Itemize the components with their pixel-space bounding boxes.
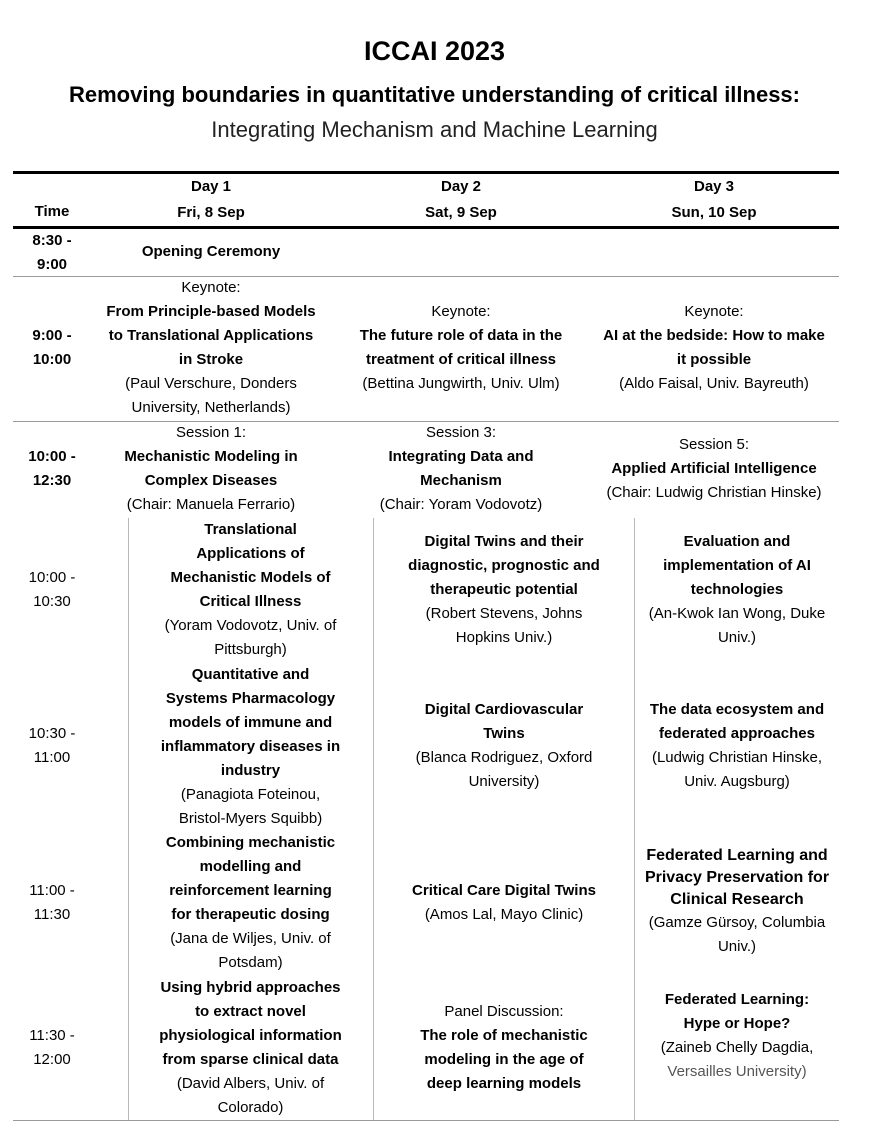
talk-title-line: Mechanistic Models of bbox=[170, 569, 331, 586]
slot-time-start: 10:00 - bbox=[28, 569, 76, 586]
slot4-day3 bbox=[635, 988, 839, 1084]
keynote-label: Keynote: bbox=[181, 279, 241, 296]
session-label: Session 1: bbox=[175, 424, 247, 441]
talk-title-line: Evaluation and bbox=[683, 533, 791, 550]
header-time-label: Time bbox=[34, 203, 70, 220]
keynote-title-line: in Stroke bbox=[178, 351, 244, 368]
session-chair: (Chair: Yoram Vodovotz) bbox=[379, 496, 543, 513]
talk-title-line: Critical Care Digital Twins bbox=[412, 882, 596, 899]
opening-time-end: 9:00 bbox=[36, 256, 68, 273]
talk-title-line: therapeutic potential bbox=[430, 581, 578, 598]
keynote-day1 bbox=[95, 276, 327, 420]
header-day1-date: Fri, 8 Sep bbox=[177, 204, 245, 221]
talk-title-line: Translational bbox=[204, 521, 297, 538]
keynote-title-line: to Translational Applications bbox=[108, 327, 314, 344]
conference-tagline: Integrating Mechanism and Machine Learning bbox=[211, 117, 658, 142]
slot4-time bbox=[13, 1024, 91, 1072]
talk-speaker: (Zaineb Chelly Dagdia, bbox=[660, 1039, 814, 1056]
talk-title-line: Digital Cardiovascular bbox=[424, 701, 584, 718]
talk-speaker: Hopkins Univ.) bbox=[455, 629, 553, 646]
talk-title-line: diagnostic, prognostic and bbox=[408, 557, 600, 574]
talk-title-line: Hype or Hope? bbox=[683, 1015, 791, 1032]
talk-title-line: reinforcement learning bbox=[169, 882, 332, 899]
session-label: Session 5: bbox=[678, 436, 750, 453]
slot1-time bbox=[13, 566, 91, 614]
conference-title: ICCAI 2023 bbox=[363, 36, 506, 66]
keynote-label: Keynote: bbox=[684, 303, 744, 320]
header-time bbox=[13, 200, 91, 224]
slot2-day2 bbox=[374, 698, 634, 794]
session-day3 bbox=[588, 433, 840, 505]
slot3-day1 bbox=[128, 831, 373, 975]
talk-title-line: for therapeutic dosing bbox=[171, 906, 330, 923]
talk-speaker: (Yoram Vodovotz, Univ. of bbox=[164, 617, 337, 634]
talk-title-line: models of immune and bbox=[168, 714, 333, 731]
keynote-title-line: AI at the bedside: How to make bbox=[603, 327, 825, 344]
slot-time-end: 11:30 bbox=[33, 906, 71, 923]
header-bottom-rule bbox=[13, 226, 839, 229]
talk-title-line: Twins bbox=[483, 725, 525, 742]
talk-speaker: (An-Kwok Ian Wong, Duke bbox=[648, 605, 826, 622]
talk-speaker: (Panagiota Foteinou, bbox=[180, 786, 321, 803]
slot2-day3 bbox=[635, 698, 839, 794]
keynote-day3 bbox=[588, 300, 840, 396]
talk-speaker: Potsdam) bbox=[218, 954, 283, 971]
session-day2 bbox=[350, 421, 572, 517]
talk-speaker: Colorado) bbox=[217, 1099, 284, 1116]
slot1-day1 bbox=[128, 518, 373, 662]
talk-title-line: technologies bbox=[690, 581, 784, 598]
session-day1 bbox=[100, 421, 322, 517]
session-label: Session 3: bbox=[425, 424, 497, 441]
talk-title-line: Using hybrid approaches bbox=[160, 979, 341, 996]
slot2-time bbox=[13, 722, 91, 770]
keynote-time-end: 10:00 bbox=[32, 351, 72, 368]
header-day1 bbox=[100, 175, 322, 225]
keynote-title-line: The future role of data in the bbox=[359, 327, 563, 344]
session-time-start: 10:00 - bbox=[28, 448, 76, 465]
session-time bbox=[13, 445, 91, 493]
session-title-line: Applied Artificial Intelligence bbox=[611, 460, 817, 477]
session-chair: (Chair: Ludwig Christian Hinske) bbox=[606, 484, 822, 501]
talk-speaker: (Robert Stevens, Johns bbox=[425, 605, 583, 622]
opening-time-start: 8:30 - bbox=[32, 232, 72, 249]
talk-title-line: Quantitative and bbox=[191, 666, 310, 683]
conference-subtitle: Removing boundaries in quantitative understanding of critical illness: bbox=[69, 82, 800, 107]
header-day3-date: Sun, 10 Sep bbox=[671, 204, 757, 221]
keynote-label: Keynote: bbox=[431, 303, 491, 320]
slot-time-start: 10:30 - bbox=[28, 725, 76, 742]
slot4-day2 bbox=[374, 1000, 634, 1096]
keynote-speaker: (Aldo Faisal, Univ. Bayreuth) bbox=[619, 375, 809, 392]
talk-title-line: Systems Pharmacology bbox=[165, 690, 336, 707]
header-day2 bbox=[350, 175, 572, 225]
talk-title-line: Clinical Research bbox=[670, 891, 804, 908]
talk-speaker: Pittsburgh) bbox=[214, 641, 287, 658]
keynote-speaker: (Paul Verschure, Donders bbox=[125, 375, 297, 392]
opening-time bbox=[13, 229, 91, 277]
keynote-time bbox=[13, 324, 91, 372]
talk-speaker: Univ.) bbox=[717, 938, 757, 955]
talk-title-line: deep learning models bbox=[426, 1075, 582, 1092]
talk-speaker: (Jana de Wiljes, Univ. of bbox=[170, 930, 331, 947]
talk-title-line: The data ecosystem and bbox=[649, 701, 825, 718]
talk-title-line: federated approaches bbox=[659, 725, 815, 742]
talk-speaker: (Amos Lal, Mayo Clinic) bbox=[424, 906, 584, 923]
talk-title-line: Digital Twins and their bbox=[424, 533, 584, 550]
talk-title-line: modeling in the age of bbox=[424, 1051, 584, 1068]
slot3-day2 bbox=[374, 879, 634, 927]
talk-title-line: Privacy Preservation for bbox=[644, 869, 830, 886]
talk-speaker: Versailles University) bbox=[667, 1063, 807, 1080]
talk-speaker: Bristol-Myers Squibb) bbox=[178, 810, 323, 827]
keynote-speaker: University, Netherlands) bbox=[131, 399, 291, 416]
header-day1-name: Day 1 bbox=[190, 178, 232, 195]
table-top-rule bbox=[13, 171, 839, 174]
opening-ceremony bbox=[100, 240, 322, 264]
talk-title-line: industry bbox=[220, 762, 281, 779]
talk-title-line: modelling and bbox=[199, 858, 302, 875]
slot1-day3 bbox=[635, 530, 839, 650]
talk-title-line: Applications of bbox=[196, 545, 305, 562]
talk-title-line: Critical Illness bbox=[199, 593, 302, 610]
slot-time-end: 12:00 bbox=[33, 1051, 71, 1068]
keynote-title-line: treatment of critical illness bbox=[365, 351, 557, 368]
session-time-end: 12:30 bbox=[32, 472, 72, 489]
talk-speaker: University) bbox=[468, 773, 540, 790]
slot1-day2 bbox=[374, 530, 634, 650]
talk-title-line: to extract novel bbox=[195, 1003, 306, 1020]
header-day3-name: Day 3 bbox=[693, 178, 735, 195]
header-day2-name: Day 2 bbox=[440, 178, 482, 195]
panel-label: Panel Discussion: bbox=[444, 1003, 564, 1020]
session-title-line: Integrating Data and bbox=[388, 448, 534, 465]
slot-time-end: 11:00 bbox=[33, 749, 71, 766]
talk-title-line: Federated Learning: bbox=[664, 991, 810, 1008]
session-chair: (Chair: Manuela Ferrario) bbox=[126, 496, 296, 513]
talk-speaker: (Ludwig Christian Hinske, bbox=[651, 749, 823, 766]
talk-speaker: (David Albers, Univ. of bbox=[176, 1075, 325, 1092]
talk-title-line: physiological information bbox=[159, 1027, 342, 1044]
divider-bottom bbox=[13, 1120, 839, 1121]
keynote-title-line: it possible bbox=[676, 351, 752, 368]
slot2-day1 bbox=[128, 663, 373, 831]
talk-title-line: Federated Learning and bbox=[646, 847, 828, 864]
slot-time-end: 10:30 bbox=[33, 593, 71, 610]
keynote-time-start: 9:00 - bbox=[32, 327, 72, 344]
talk-title-line: The role of mechanistic bbox=[420, 1027, 588, 1044]
session-title-line: Mechanistic Modeling in bbox=[124, 448, 298, 465]
session-title-line: Complex Diseases bbox=[144, 472, 278, 489]
talk-speaker: (Blanca Rodriguez, Oxford bbox=[415, 749, 593, 766]
keynote-day2 bbox=[345, 300, 577, 396]
talk-speaker: (Gamze Gürsoy, Columbia bbox=[648, 914, 826, 931]
header-day2-date: Sat, 9 Sep bbox=[425, 204, 497, 221]
talk-title-line: Combining mechanistic bbox=[165, 834, 336, 851]
keynote-speaker: (Bettina Jungwirth, Univ. Ulm) bbox=[362, 375, 560, 392]
opening-ceremony-title: Opening Ceremony bbox=[141, 243, 281, 260]
keynote-title-line: From Principle-based Models bbox=[106, 303, 316, 320]
slot3-day3 bbox=[635, 845, 839, 959]
session-title-line: Mechanism bbox=[420, 472, 502, 489]
slot3-time bbox=[13, 879, 91, 927]
slot-time-start: 11:30 - bbox=[29, 1027, 75, 1044]
talk-title-line: implementation of AI bbox=[663, 557, 811, 574]
slot-time-start: 11:00 - bbox=[29, 882, 75, 899]
talk-title-line: inflammatory diseases in bbox=[160, 738, 341, 755]
talk-speaker: Univ.) bbox=[717, 629, 757, 646]
talk-speaker: Univ. Augsburg) bbox=[684, 773, 790, 790]
slot4-day1 bbox=[128, 976, 373, 1120]
talk-title-line: from sparse clinical data bbox=[162, 1051, 339, 1068]
header-day3 bbox=[595, 175, 833, 225]
